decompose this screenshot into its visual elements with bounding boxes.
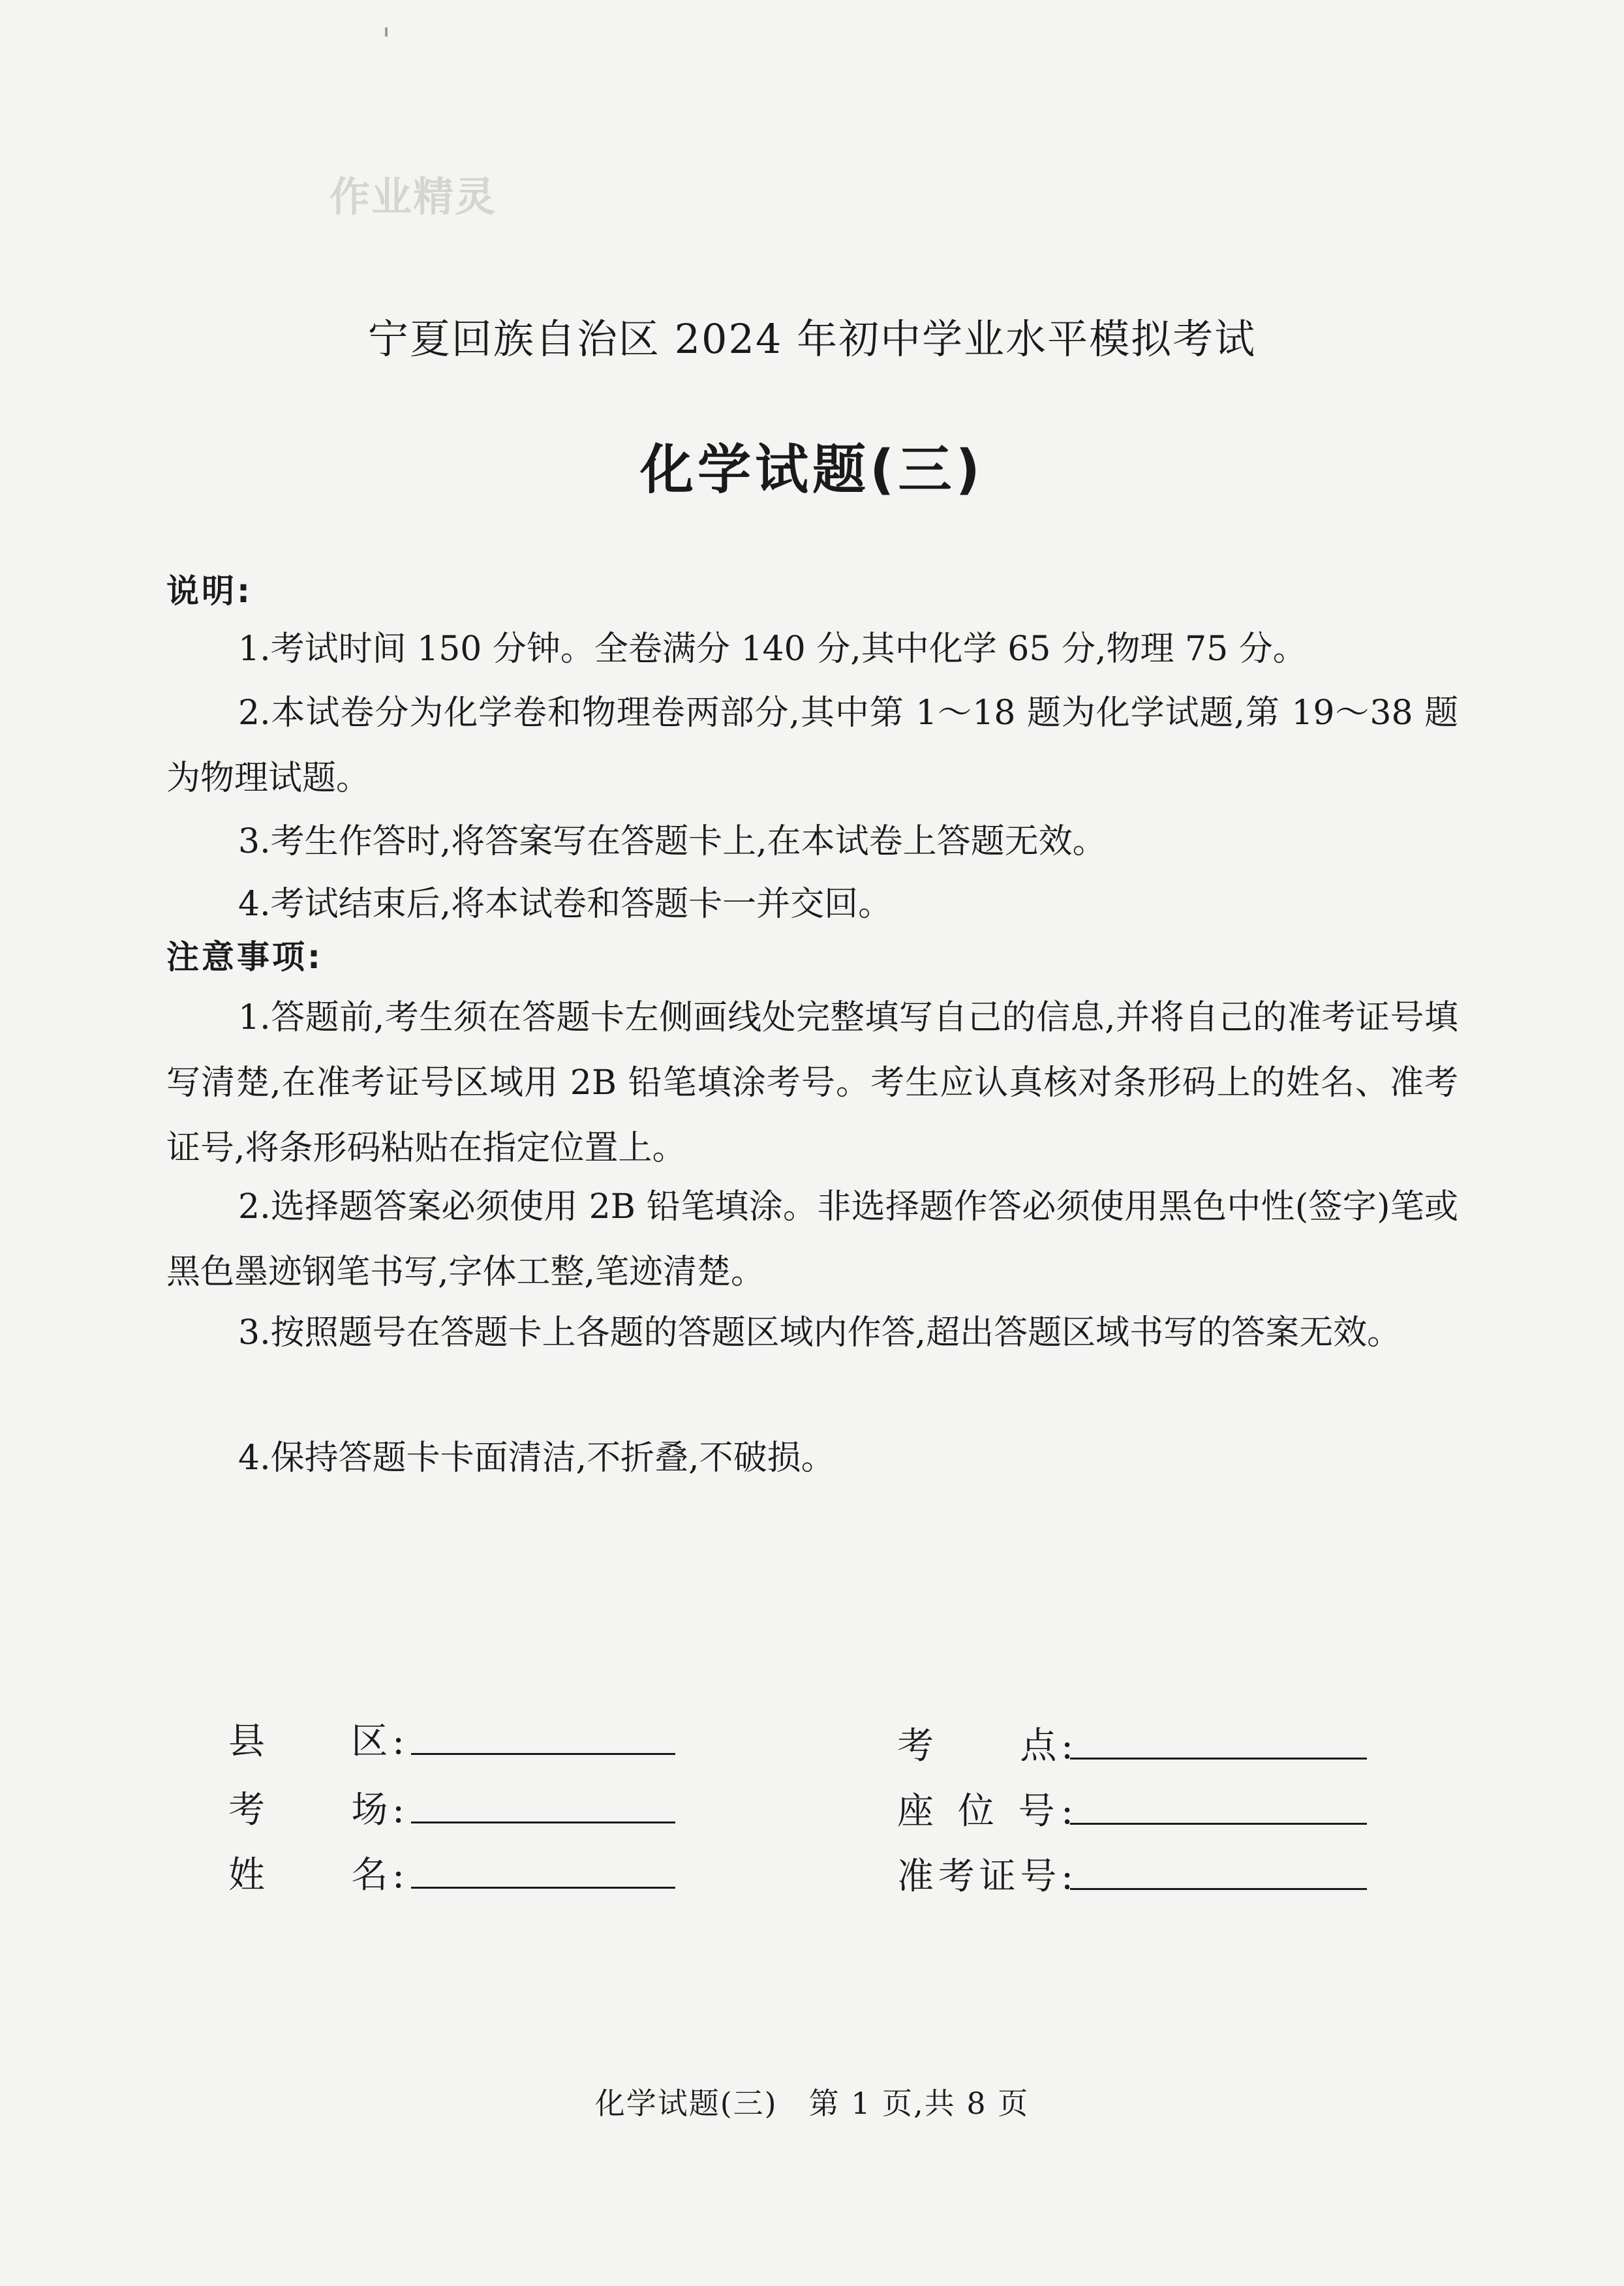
candidate-info-left — [228, 1713, 685, 1908]
scan-speck — [385, 27, 388, 37]
note-item-3: 3.按照题号在答题卡上各题的答题区域内作答,超出答题区域书写的答案无效。 — [238, 1313, 1402, 1352]
field-underline[interactable] — [1070, 1888, 1367, 1890]
field-name[interactable] — [228, 1846, 685, 1905]
field-county[interactable] — [228, 1713, 685, 1771]
note-item-1: 1.答题前,考生须在答题卡左侧画线处完整填写自己的信息,并将自己的准考证号填写清楚,在准考证号区域用 2B 铅笔填涂考号。考生应认真核对条形码上的姓名、准考证号,将条形码粘贴在指定位置上。 — [166, 998, 1458, 1168]
field-exam-room[interactable] — [228, 1781, 685, 1840]
instruction-item-4: 4.考试结束后,将本试卷和答题卡一并交回。 — [238, 885, 893, 924]
notes-heading: 注意事项: — [166, 938, 323, 976]
instructions-heading: 说明: — [166, 572, 253, 610]
exam-name: 宁夏回族自治区 2024 年初中学业水平模拟考试 — [367, 315, 1257, 363]
field-underline[interactable] — [411, 1887, 675, 1889]
instruction-item-2: 2.本试卷分为化学卷和物理卷两部分,其中第 1～18 题为化学试题,第 19～38 题为物理试题。 — [166, 693, 1458, 798]
page-footer: 化学试题(三) 第 1 页,共 8 页 — [594, 2086, 1030, 2121]
field-label: 姓 名: — [228, 1854, 405, 1897]
field-label: 准考证号: — [897, 1855, 1073, 1898]
subject-title: 化学试题(三) — [640, 439, 984, 501]
candidate-info-right — [897, 1717, 1367, 1913]
field-label: 座 位 号: — [897, 1790, 1073, 1833]
field-label: 县 区: — [228, 1720, 405, 1763]
field-label: 考 场: — [228, 1789, 405, 1831]
note-item-2: 2.选择题答案必须使用 2B 铅笔填涂。非选择题作答必须使用黑色中性(签字)笔或黑色墨迹钢笔书写,字体工整,笔迹清楚。 — [166, 1187, 1458, 1292]
field-admission-number[interactable] — [897, 1848, 1367, 1906]
instruction-item-1: 1.考试时间 150 分钟。全卷满分 140 分,其中化学 65 分,物理 75 分。 — [238, 630, 1307, 669]
field-underline[interactable] — [1070, 1758, 1367, 1760]
field-underline[interactable] — [411, 1821, 675, 1823]
field-exam-site[interactable] — [897, 1717, 1367, 1776]
field-underline[interactable] — [1070, 1823, 1367, 1825]
watermark: 作业精灵 — [329, 173, 497, 221]
field-underline[interactable] — [411, 1753, 675, 1755]
field-label: 考 点: — [897, 1725, 1073, 1767]
field-seat-number[interactable] — [897, 1782, 1367, 1841]
note-item-4: 4.保持答题卡卡面清洁,不折叠,不破损。 — [238, 1439, 835, 1478]
instruction-item-3: 3.考生作答时,将答案写在答题卡上,在本试卷上答题无效。 — [238, 822, 1107, 861]
